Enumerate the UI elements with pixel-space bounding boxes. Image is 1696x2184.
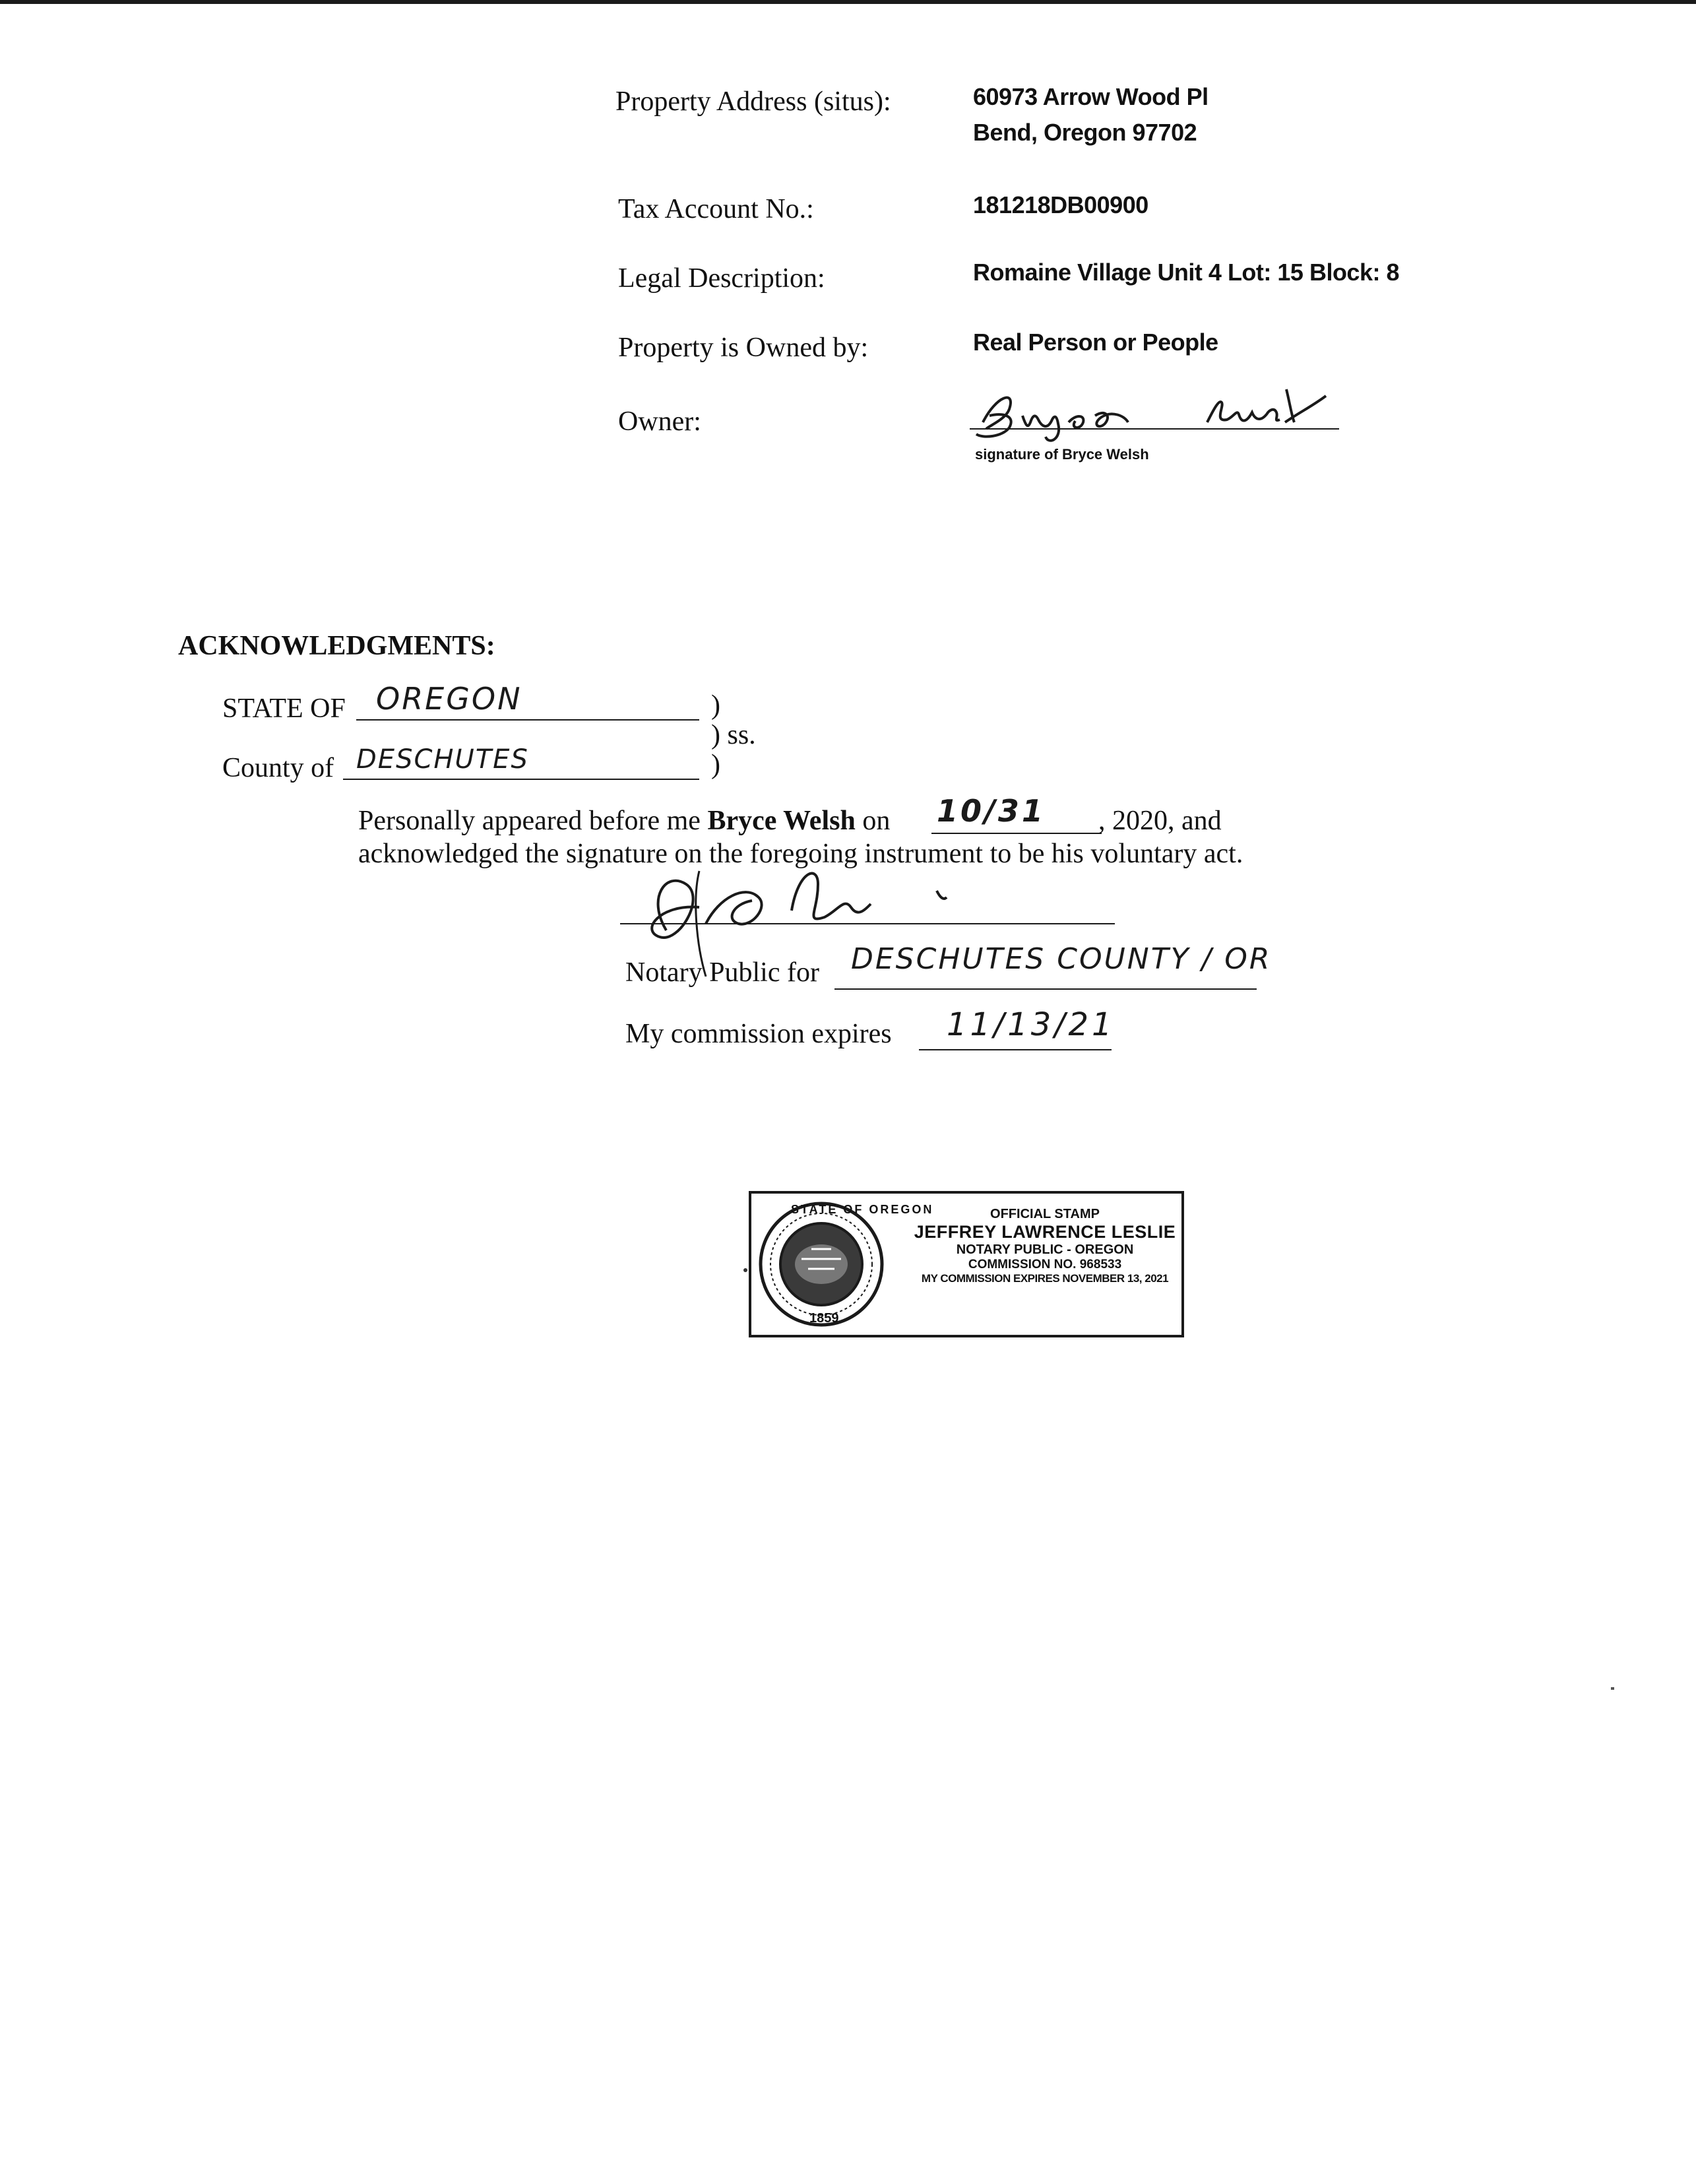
owned-by-value: Real Person or People	[973, 329, 1218, 356]
owner-label: Owner:	[618, 406, 701, 437]
legal-description-value: Romaine Village Unit 4 Lot: 15 Block: 8	[973, 259, 1399, 286]
acknowledged-line: acknowledged the signature on the foregoing instrument to be his voluntary act.	[358, 839, 1243, 869]
scan-speck	[743, 1268, 747, 1272]
commission-value: 11/13/21	[947, 1006, 1115, 1043]
appeared-date: 10/31	[937, 793, 1046, 829]
scan-speck	[1611, 1687, 1614, 1690]
signature-caption: signature of Bryce Welsh	[975, 446, 1149, 463]
date-underline	[931, 833, 1102, 834]
county-of-label: County of	[222, 753, 334, 783]
seal-top-text: STATE OF OREGON	[791, 1203, 934, 1216]
appeared-on: on	[862, 806, 891, 836]
appeared-line	[358, 805, 890, 837]
state-underline	[356, 719, 699, 721]
property-address-line2: Bend, Oregon 97702	[973, 119, 1197, 146]
appeared-name: Bryce Welsh	[707, 806, 856, 836]
property-address-line1: 60973 Arrow Wood Pl	[973, 83, 1209, 110]
notary-underline	[834, 988, 1257, 990]
tax-account-label: Tax Account No.:	[618, 194, 814, 224]
appeared-prefix: Personally appeared before me	[358, 806, 701, 836]
state-of-value: OREGON	[376, 681, 522, 717]
stamp-line-official: OFFICIAL STAMP	[990, 1207, 1100, 1221]
property-address-label: Property Address (situs):	[615, 86, 891, 117]
tax-account-value: 181218DB00900	[973, 191, 1148, 218]
notary-county: DESCHUTES COUNTY / OR	[851, 942, 1272, 976]
county-paren: )	[711, 750, 720, 780]
stamp-line-commission-no: COMMISSION NO. 968533	[968, 1258, 1122, 1271]
official-stamp	[749, 1191, 1184, 1337]
notary-label: Notary Public for	[625, 957, 819, 988]
stamp-text	[913, 1207, 1177, 1285]
stamp-line-notary: NOTARY PUBLIC - OREGON	[956, 1242, 1134, 1257]
acknowledgments-heading: ACKNOWLEDGMENTS:	[178, 631, 495, 661]
county-underline	[343, 779, 699, 780]
legal-description-label: Legal Description:	[618, 263, 825, 294]
appeared-suffix: , 2020, and	[1098, 806, 1222, 836]
commission-underline	[919, 1049, 1112, 1050]
scan-edge-line	[0, 0, 1696, 4]
stamp-line-name: JEFFREY LAWRENCE LESLIE	[914, 1222, 1176, 1242]
state-paren: )	[711, 690, 720, 721]
ss-label: ) ss.	[711, 720, 756, 750]
commission-label: My commission expires	[625, 1019, 892, 1049]
state-of-label: STATE OF	[222, 693, 346, 724]
seal-year: 1859	[809, 1311, 839, 1326]
owned-by-label: Property is Owned by:	[618, 333, 869, 363]
stamp-line-expires: MY COMMISSION EXPIRES NOVEMBER 13, 2021	[921, 1272, 1169, 1285]
county-of-value: DESCHUTES	[356, 744, 529, 775]
owner-signature	[970, 376, 1366, 449]
